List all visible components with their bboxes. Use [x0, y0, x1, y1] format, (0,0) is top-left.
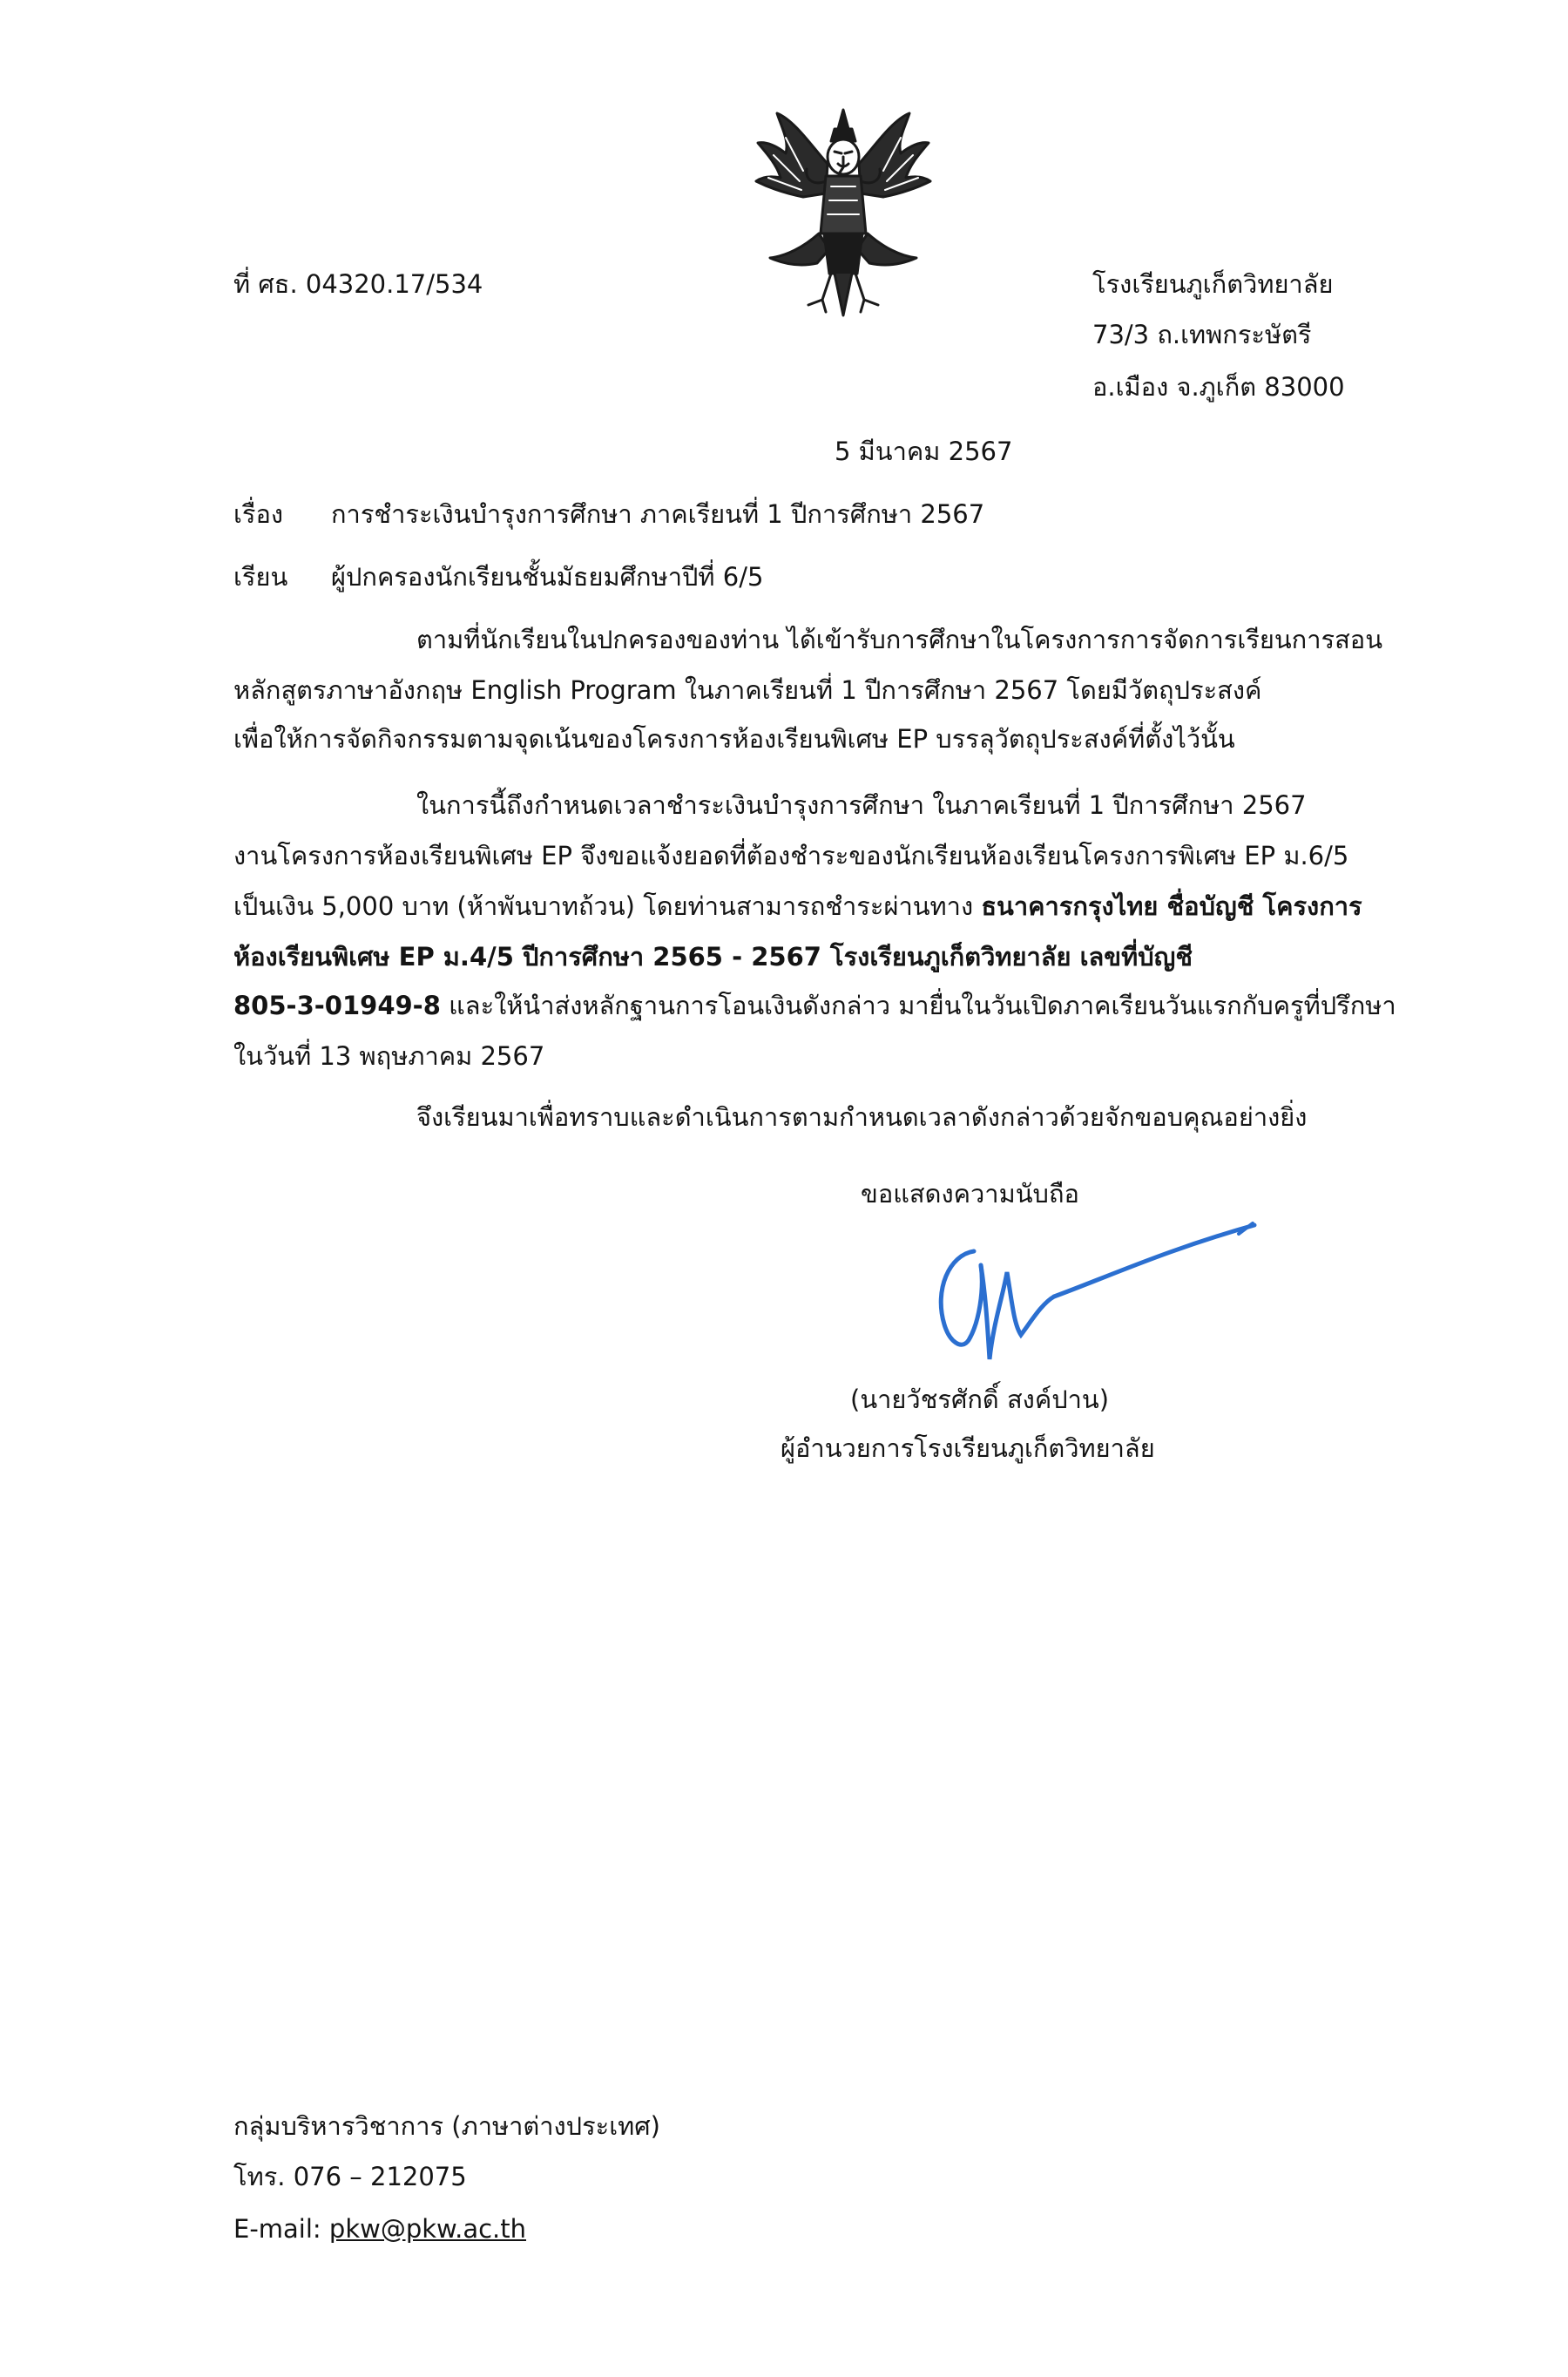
- paragraph-2-line-5: [233, 988, 1396, 1023]
- account-name-text: ห้องเรียนพิเศษ EP ม.4/5 ปีการศึกษา 2565 - 2567 โรงเรียนภูเก็ตวิทยาลัย เลขที่บัญชี: [233, 942, 1193, 972]
- school-name: โรงเรียนภูเก็ตวิทยาลัย: [1092, 269, 1334, 299]
- paragraph-1-line-2: หลักสูตรภาษาอังกฤษ English Program ในภาคเรียนที่ 1 ปีการศึกษา 2567 โดยมีวัตถุประสงค์: [233, 675, 1262, 705]
- paragraph-2-line-3: [233, 889, 1362, 924]
- paragraph-1-line-1: ตามที่นักเรียนในปกครองของท่าน ได้เข้ารับการศึกษาในโครงการการจัดการเรียนการสอน: [416, 625, 1383, 654]
- payment-amount-text: เป็นเงิน 5,000 บาท (ห้าพันบาทถ้วน) โดยท่านสามารถชำระผ่านทาง: [233, 891, 982, 921]
- signatory-position: ผู้อำนวยการโรงเรียนภูเก็ตวิทยาลัย: [781, 1433, 1155, 1463]
- reference-number: ที่ ศธ. 04320.17/534: [233, 269, 483, 299]
- account-number: 805-3-01949-8: [233, 991, 441, 1020]
- subject-text: การชำระเงินบำรุงการศึกษา ภาคเรียนที่ 1 ปีการศึกษา 2567: [331, 499, 985, 529]
- paragraph-2-line-2: งานโครงการห้องเรียนพิเศษ EP จึงขอแจ้งยอดที่ต้องชำระของนักเรียนห้องเรียนโครงการพิเศษ EP ม.6/5: [233, 841, 1349, 870]
- bank-name-text: ธนาคารกรุงไทย ชื่อบัญชี โครงการ: [981, 891, 1362, 921]
- subject-label: เรื่อง: [233, 499, 284, 529]
- phone-number: โทร. 076 – 212075: [233, 2162, 467, 2191]
- email-label: E-mail:: [233, 2214, 329, 2244]
- email-link[interactable]: pkw@pkw.ac.th: [328, 2214, 527, 2244]
- recipient-label: เรียน: [233, 562, 288, 592]
- address-street: 73/3 ถ.เทพกระษัตรี: [1092, 320, 1312, 349]
- department-name: กลุ่มบริหารวิชาการ (ภาษาต่างประเทศ): [233, 2111, 660, 2141]
- paragraph-1-line-3: เพื่อให้การจัดกิจกรรมตามจุดเน้นของโครงการห้องเรียนพิเศษ EP บรรลุวัตถุประสงค์ที่ตั้งไว้นั้น: [233, 724, 1235, 754]
- signatory-name: (นายวัชรศักดิ์ สงค์ปาน): [850, 1385, 1110, 1414]
- transfer-instruction-text: และให้นำส่งหลักฐานการโอนเงินดังกล่าว มายื่นในวันเปิดภาคเรียนวันแรกกับครูที่ปรึกษา: [440, 991, 1396, 1020]
- signature: [923, 1220, 1272, 1377]
- letter-date: 5 มีนาคม 2567: [835, 437, 1013, 466]
- closing-salutation: ขอแสดงความนับถือ: [861, 1179, 1079, 1209]
- paragraph-3: จึงเรียนมาเพื่อทราบและดำเนินการตามกำหนดเวลาดังกล่าวด้วยจักขอบคุณอย่างยิ่ง: [416, 1102, 1308, 1132]
- email-line: [233, 2211, 526, 2246]
- deadline-date-text: ในวันที่ 13 พฤษภาคม 2567: [233, 1041, 545, 1071]
- recipient-text: ผู้ปกครองนักเรียนชั้นมัธยมศึกษาปีที่ 6/5: [331, 562, 764, 592]
- address-city: อ.เมือง จ.ภูเก็ต 83000: [1092, 372, 1345, 402]
- paragraph-2-line-1: ในการนี้ถึงกำหนดเวลาชำระเงินบำรุงการศึกษา ในภาคเรียนที่ 1 ปีการศึกษา 2567: [416, 790, 1307, 820]
- garuda-emblem-icon: [751, 103, 936, 319]
